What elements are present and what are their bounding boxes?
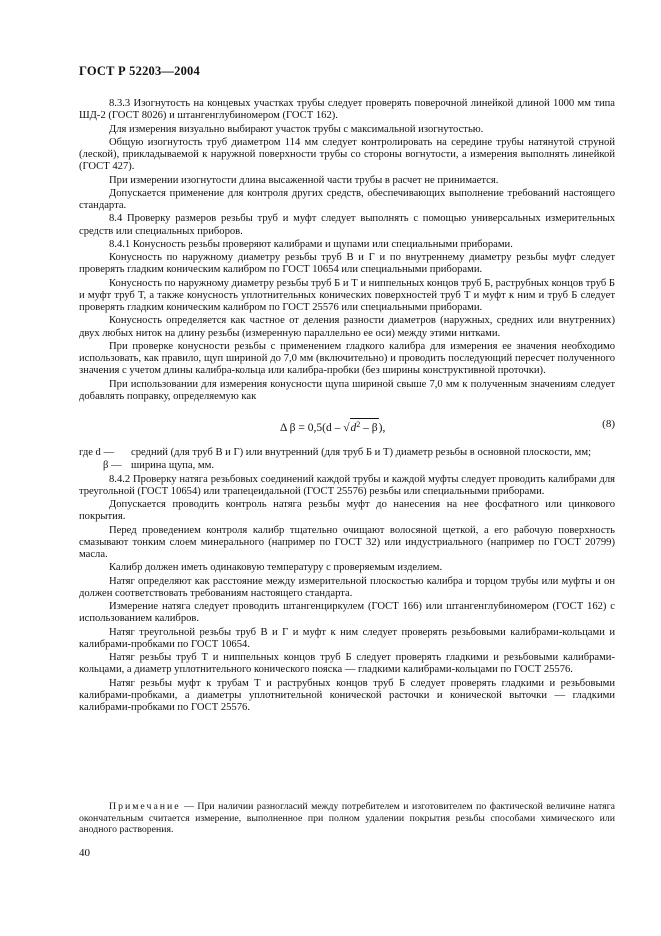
paragraph: 8.4.1 Конусность резьбы проверяют калибрами и щупами или специальными приборами. — [109, 238, 513, 250]
formula-lhs: Δ β = — [280, 422, 308, 434]
legend-text: средний (для труб В и Г) или внутренний (для труб Б и Т) диаметр резьбы в основной плоскости, мм; — [131, 447, 592, 458]
page-number: 40 — [79, 847, 90, 859]
paragraph: Конусность определяется как частное от деления разности диаметров (наружных, средних или внутренних) двух любых ниток на длину резьбы (измеренную параллельно ее оси) между этими нитками. — [79, 315, 615, 339]
paragraph: 8.4 Проверку размеров резьбы труб и муфт следует выполнять с помощью универсальных измерительных средств или специальных приборов. — [79, 213, 615, 237]
formula-root-sign: √ — [343, 422, 350, 434]
paragraph: Конусность по наружному диаметру резьбы труб В и Г и по внутреннему диаметру резьбы муфт следует проверять гладким коническим калибром по ГОСТ 10654 или специальными приборами. — [79, 252, 615, 276]
paragraph: Измерение натяга следует проводить штангенциркулем (ГОСТ 166) или штангенглубиномером (ГОСТ 162) с использованием калибров. — [79, 601, 615, 625]
formula-expression — [280, 418, 385, 434]
paragraph: Перед проведением контроля калибр тщательно очищают волосяной щеткой, а его рабочую поверхность смазывают тонким слоем минерального (например по ГОСТ 32) или индустриального (например по ГОСТ 20799) масла. — [79, 524, 615, 560]
legend-symbol: β — — [103, 460, 122, 472]
note-text: — При наличии разногласий между потребителем и изготовителем по фактической величине натяга окончательным считается измерение, выполненное при полном удалении покрытия резьбы способами химического или анодного растворения. — [79, 801, 615, 836]
formula-radicand-base: d — [350, 422, 357, 434]
formula-post: ), — [378, 422, 386, 434]
legend-text: ширина щупа, мм. — [131, 460, 214, 472]
paragraph-group-b — [79, 474, 615, 715]
paragraph: 8.4.2 Проверку натяга резьбовых соединений каждой трубы и каждой муфты следует проводить калибрами для треугольной (ГОСТ 10654) или трапецеидальной (ГОСТ 25576) резьбы или специальными приборами. — [79, 473, 615, 497]
legend-row — [79, 447, 615, 459]
document-body — [79, 98, 615, 715]
paragraph: Общую изогнутость труб диаметром 114 мм следует контролировать на середине трубы натянутой струной (леской), прикладываемой к наружной поверхности трубы со стороны вогнутости, а измерения выполнять линейкой (ГОСТ 427). — [79, 136, 615, 173]
paragraph: Для измерения визуально выбирают участок трубы с максимальной изогнутостью. — [109, 123, 484, 135]
document-header: ГОСТ Р 52203—2004 — [79, 64, 200, 78]
paragraph: Конусность по наружному диаметру резьбы труб Б и Т и ниппельных концов труб Б, раструбных концов труб Б и муфт труб Т, а также конусность уплотнительных конических поверхностей труб Т и муфт к ним и труб Б следует проверять гладким коническим калибром по ГОСТ 25576 или специальными приборами. — [79, 277, 615, 313]
legend-symbol: где d — — [79, 447, 115, 458]
note — [79, 801, 615, 836]
paragraph-group-a — [79, 98, 615, 403]
paragraph: Допускается применение для контроля других средств, обеспечивающих выполнение требований настоящего стандарта. — [79, 187, 615, 211]
paragraph: Натяг определяют как расстояние между измерительной плоскостью калибра и торцом трубы или муфты и он должен соответствовать требованиям настоящего стандарта. — [79, 575, 615, 599]
paragraph: Калибр должен иметь одинаковую температуру с проверяемым изделием. — [109, 562, 443, 574]
formula-pre: 0,5(d – — [307, 422, 344, 434]
legend-row — [79, 460, 615, 472]
formula-radicand-tail: – β — [360, 422, 378, 434]
paragraph: Допускается проводить контроль натяга резьбы муфт до нанесения на нее фосфатного или цинкового покрытия. — [79, 499, 615, 523]
formula-radicand — [350, 418, 379, 434]
formula-8 — [79, 409, 615, 439]
note-label: Примечание — [109, 801, 181, 812]
paragraph: При использовании для измерения конусности щупа шириной свыше 7,0 мм к полученным значениям следует добавлять поправку, определяемую как — [79, 378, 615, 402]
paragraph: Натяг треугольной резьбы труб В и Г и муфт к ним следует проверять резьбовыми калибрами-кольцами и калибрами-пробками по ГОСТ 10654. — [79, 626, 615, 650]
paragraph: Натяг резьбы муфт к трубам Т и раструбных концов труб Б следует проверять гладкими и резьбовыми калибрами-пробками, а диаметры уплотнительной конической расточки и конической выточки — гладкими калибрами-пробками по ГОСТ 25576. — [79, 677, 615, 713]
formula-exponent: 2 — [356, 420, 361, 429]
paragraph: При проверке конусности резьбы с применением гладкого калибра для измерения ее значения необходимо использовать, как правило, щуп шириной до 7,0 мм (включительно) и проводить последующий пересчет полученного значения с учетом длины калибра-кольца или калибра-пробки (без ширины конструктивной проточки). — [79, 340, 615, 377]
paragraph: 8.3.3 Изогнутость на концевых участках трубы следует проверять поверочной линейкой длиной 1000 мм типа ШД-2 (ГОСТ 8026) и штангенглубиномером (ГОСТ 162). — [79, 98, 615, 122]
paragraph: При измерении изогнутости длина высаженной части трубы в расчет не принимается. — [109, 174, 499, 186]
formula-number: (8) — [602, 418, 615, 430]
paragraph: Натяг резьбы труб Т и ниппельных концов труб Б следует проверять гладкими и резьбовыми калибрами-кольцами, а диаметр уплотнительного конического пояска — гладкими калибрами-кольцами по ГОСТ 25576. — [79, 652, 615, 676]
formula-legend — [79, 447, 615, 473]
